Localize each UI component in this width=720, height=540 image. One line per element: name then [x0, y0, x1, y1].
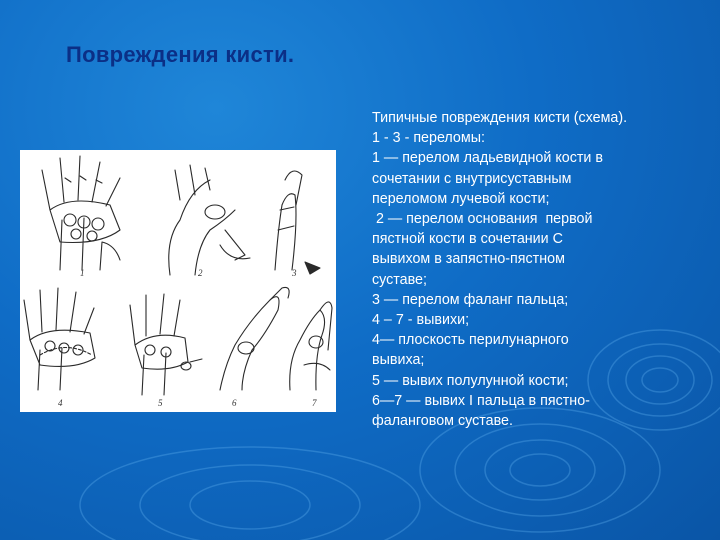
caption-line: 5 — вывих полулунной кости;	[372, 372, 569, 389]
caption-line: фаланговом суставе.	[372, 413, 513, 430]
figure-label-1: 1	[80, 268, 85, 278]
sketch-7-thumb-dislocation	[290, 302, 332, 390]
sketch-1-scaphoid-fracture	[42, 156, 120, 270]
sketch-2-thumb-fracture	[169, 165, 250, 275]
caption-line: 3 — перелом фаланг пальца;	[372, 291, 569, 308]
slide-title: Повреждения кисти.	[66, 42, 295, 67]
sketch-6-thumb-dislocation	[220, 287, 289, 390]
sketch-4-perilunar-dislocation	[24, 288, 95, 390]
sketch-5-lunate-dislocation	[130, 294, 202, 395]
figure-label-2: 2	[198, 268, 203, 278]
figure-label-6: 6	[232, 398, 237, 408]
caption-line: 1 - 3 - переломы:	[372, 130, 485, 147]
caption-line: Типичные повреждения кисти (схема).	[372, 110, 628, 126]
hand-injuries-diagram	[20, 150, 336, 412]
caption-text	[372, 108, 702, 431]
caption-line: суставе;	[372, 271, 427, 288]
caption-line: 4— плоскость перилунарного	[372, 332, 569, 349]
figure-label-4: 4	[58, 398, 63, 408]
caption-line: пястной кости в сочетании С	[372, 231, 563, 248]
figure-label-7: 7	[312, 398, 317, 408]
caption-line: 4 – 7 - вывихи;	[372, 312, 470, 329]
hand-sketches	[20, 150, 336, 412]
caption-line: 6—7 — вывих I пальца в пястно-	[372, 392, 590, 409]
sketch-3-phalanx-fracture	[275, 171, 320, 274]
figure-label-5: 5	[158, 398, 163, 408]
caption-line: вывихом в запястно-пястном	[372, 251, 565, 268]
figure-label-3: 3	[292, 268, 297, 278]
caption-line: сочетании с внутрисуставным	[372, 170, 572, 187]
caption-line: вывиха;	[372, 352, 425, 369]
caption-line: 2 — перелом основания первой	[372, 211, 593, 228]
caption-line: переломом лучевой кости;	[372, 190, 550, 207]
caption-line: 1 — перелом ладьевидной кости в	[372, 150, 603, 167]
